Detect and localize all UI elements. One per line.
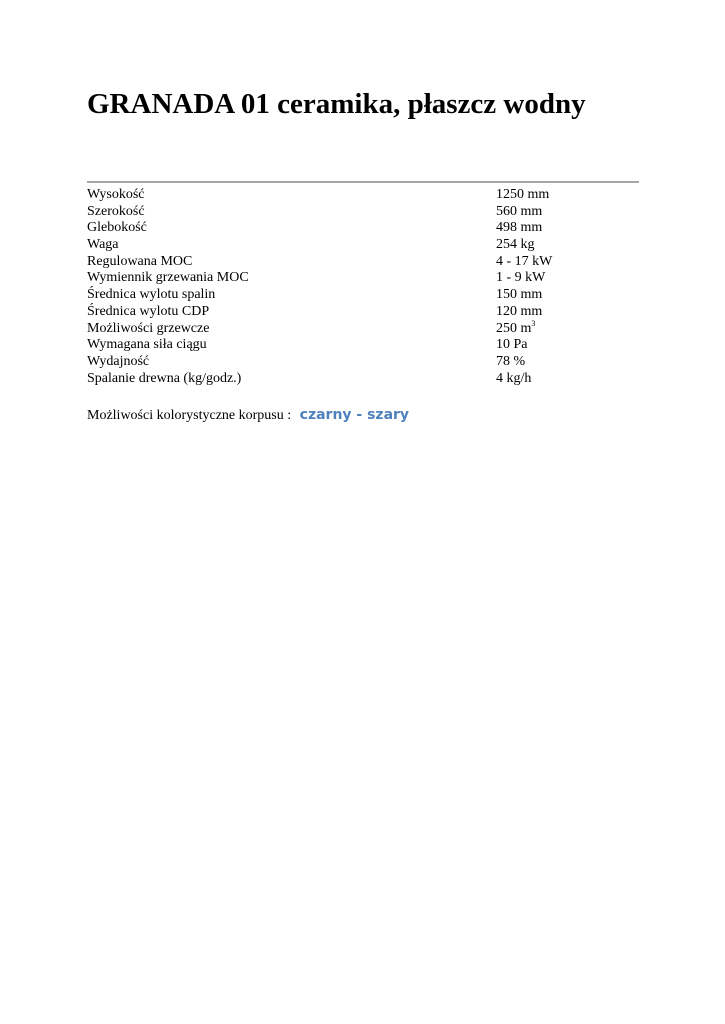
spec-label: Średnica wylotu CDP [87,303,210,319]
spec-row-flue-diameter [87,287,639,304]
spec-value-superscript: 3 [531,318,536,328]
spec-value [496,318,639,338]
color-options-value: czarny - szary [299,407,410,423]
spec-value: 4 - 17 kW [496,253,553,269]
spec-row-width [87,204,639,221]
color-options-label: Możliwości kolorystyczne korpusu : [87,408,292,423]
spec-value: 10 Pa [496,337,528,353]
spec-row-draft [87,337,639,354]
spec-value: 78 % [496,353,526,369]
spec-row-height [87,187,639,204]
title-divider [87,181,639,183]
spec-label: Waga [87,237,119,253]
spec-row-weight [87,237,639,254]
spec-label: Regulowana MOC [87,253,193,269]
spec-label: Szerokość [87,203,145,219]
spec-row-adjustable-power [87,254,639,271]
spec-label: Spalanie drewna (kg/godz.) [87,370,242,386]
spec-label: Średnica wylotu spalin [87,287,216,303]
spec-row-efficiency [87,354,639,371]
spec-value: 150 mm [496,287,543,303]
page-title: GRANADA 01 ceramika, płaszcz wodny [87,88,586,120]
specs-table [87,187,639,387]
spec-label: Możliwości grzewcze [87,320,210,336]
spec-label: Wydajność [87,353,150,369]
spec-value: 4 kg/h [496,370,532,386]
spec-label: Glebokość [87,220,147,236]
spec-row-depth [87,220,639,237]
spec-value: 120 mm [496,303,543,319]
spec-value: 254 kg [496,237,535,253]
spec-row-heating-capacity [87,318,639,338]
spec-value-number: 250 m [496,320,532,336]
spec-label: Wysokość [87,187,145,202]
spec-value: 560 mm [496,203,543,219]
spec-value: 1 - 9 kW [496,270,546,286]
color-options [87,405,409,426]
spec-label: Wymiennik grzewania MOC [87,270,249,286]
spec-value: 1250 mm [496,187,550,202]
spec-value: 498 mm [496,220,543,236]
spec-row-wood-burning [87,371,639,388]
spec-row-exchanger-power [87,270,639,287]
spec-label: Wymagana siła ciągu [87,337,207,353]
spec-row-cdp-diameter [87,304,639,321]
